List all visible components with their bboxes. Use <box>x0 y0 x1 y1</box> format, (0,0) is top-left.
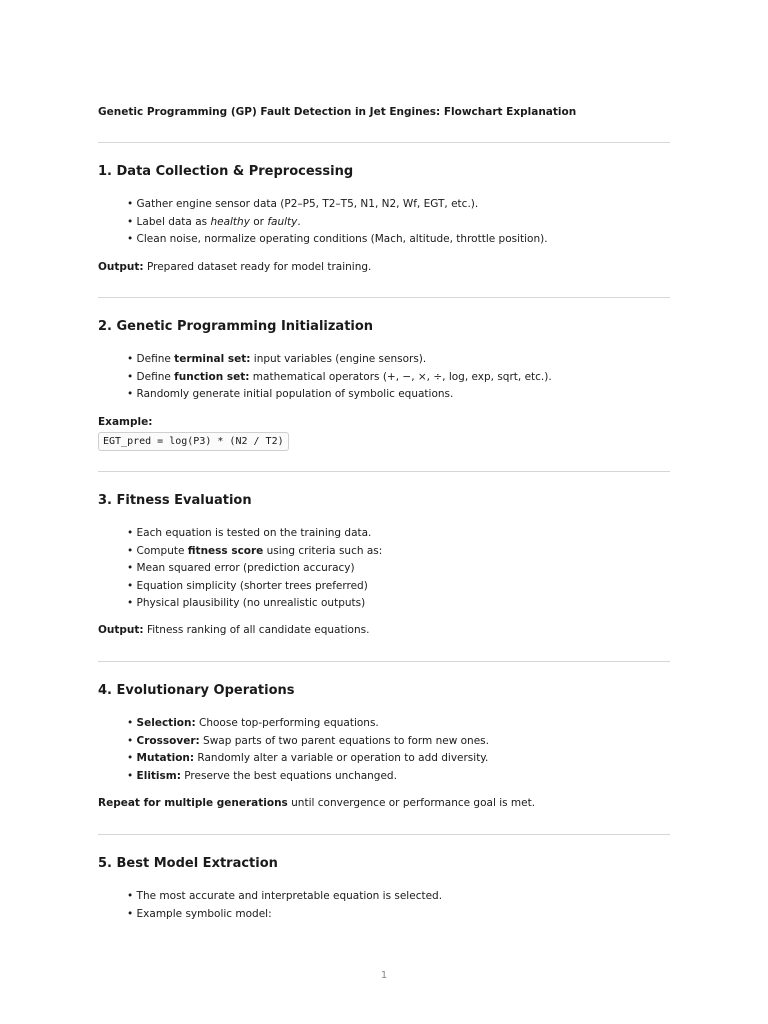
term-fitness-score: fitness score <box>187 544 264 557</box>
list-item <box>127 231 548 249</box>
term-function-set: function set: <box>174 370 250 383</box>
bullet-glyph: • <box>127 233 134 246</box>
list-item <box>127 560 382 578</box>
bullet-glyph: • <box>127 370 134 383</box>
list-item-text: input variables (engine sensors). <box>250 353 427 365</box>
list-item-text: Randomly generate initial population of symbolic equations. <box>136 388 454 401</box>
bullet-glyph: • <box>127 907 134 920</box>
term-selection: Selection: <box>136 717 196 729</box>
list-item-text: Swap parts of two parent equations to form new ones. <box>199 734 489 747</box>
section-heading-best-model-extraction: 5. Best Model Extraction <box>98 856 278 871</box>
list-item-text: Define <box>136 353 175 365</box>
divider <box>98 834 670 835</box>
list-item <box>127 543 382 561</box>
list-item-text: mathematical operators (+, −, ×, ÷, log, exp, sqrt, etc.). <box>249 370 552 383</box>
list-item <box>127 888 442 906</box>
bullet-glyph: • <box>127 579 134 592</box>
output-label: Output: <box>98 624 144 636</box>
repeat-note <box>98 797 535 809</box>
list-item <box>127 768 489 786</box>
bullet-glyph: • <box>127 353 134 365</box>
list-item <box>127 595 382 613</box>
term-elitism: Elitism: <box>136 769 181 782</box>
section-heading-gp-initialization: 2. Genetic Programming Initialization <box>98 319 374 334</box>
list-item-text: Physical plausibility (no unrealistic outputs) <box>136 597 366 610</box>
list-item <box>127 906 442 924</box>
term-mutation: Mutation: <box>136 752 195 765</box>
bullet-glyph: • <box>127 734 134 747</box>
bullet-glyph: • <box>127 215 134 228</box>
list-item <box>127 196 548 214</box>
bullet-glyph: • <box>127 198 134 210</box>
page-number: 1 <box>380 970 388 981</box>
list-item-text: Gather engine sensor data (P2–P5, T2–T5, N1, N2, Wf, EGT, etc.). <box>136 198 479 210</box>
list-item-text: Preserve the best equations unchanged. <box>180 769 397 782</box>
list-item-text: or <box>249 215 268 228</box>
list-item <box>127 369 552 387</box>
list-item-text: using criteria such as: <box>263 544 383 557</box>
list-item <box>127 214 548 232</box>
document-title: Genetic Programming (GP) Fault Detection in Jet Engines: Flowchart Explanation <box>98 106 577 118</box>
section-heading-data-collection: 1. Data Collection & Preprocessing <box>98 164 354 179</box>
divider <box>98 142 670 143</box>
list-item-text: Label data as <box>136 215 211 228</box>
output-note <box>98 624 369 636</box>
list-item <box>127 750 489 768</box>
bullet-list-fitness-evaluation <box>127 525 382 613</box>
bullet-list-data-collection <box>127 196 548 249</box>
output-label: Output: <box>98 261 144 273</box>
list-item-text: Mean squared error (prediction accuracy) <box>136 562 355 575</box>
term-crossover: Crossover: <box>136 734 200 747</box>
list-item-text: Choose top-performing equations. <box>195 717 379 729</box>
list-item-text: . <box>297 215 301 228</box>
bullet-glyph: • <box>127 769 134 782</box>
emphasis-healthy: healthy <box>210 215 250 228</box>
example-code-block: EGT_pred = log(P3) * (N2 / T2) <box>98 432 289 451</box>
bullet-list-best-model-extraction <box>127 888 442 923</box>
bullet-list-evolutionary-operations <box>127 715 489 785</box>
bullet-list-gp-initialization <box>127 351 552 404</box>
bullet-glyph: • <box>127 890 134 902</box>
bullet-glyph: • <box>127 527 134 539</box>
repeat-text: until convergence or performance goal is met. <box>287 797 536 809</box>
list-item-text: Compute <box>136 544 188 557</box>
bullet-glyph: • <box>127 388 134 401</box>
output-text: Fitness ranking of all candidate equations. <box>143 624 370 636</box>
emphasis-faulty: faulty <box>267 215 298 228</box>
bullet-glyph: • <box>127 752 134 765</box>
section-heading-fitness-evaluation: 3. Fitness Evaluation <box>98 493 252 508</box>
list-item <box>127 733 489 751</box>
bullet-glyph: • <box>127 717 134 729</box>
list-item-text: Example symbolic model: <box>136 907 272 920</box>
list-item <box>127 351 552 369</box>
example-label: Example: <box>98 416 153 428</box>
list-item-text: Equation simplicity (shorter trees preferred) <box>136 579 368 592</box>
list-item-text: Clean noise, normalize operating conditions (Mach, altitude, throttle position). <box>136 233 548 246</box>
list-item <box>127 715 489 733</box>
divider <box>98 661 670 662</box>
list-item-text: Each equation is tested on the training data. <box>136 527 372 539</box>
list-item-text: Define <box>136 370 175 383</box>
bullet-glyph: • <box>127 597 134 610</box>
output-text: Prepared dataset ready for model training. <box>143 261 372 273</box>
divider <box>98 471 670 472</box>
list-item <box>127 525 382 543</box>
list-item <box>127 578 382 596</box>
bullet-glyph: • <box>127 544 134 557</box>
term-terminal-set: terminal set: <box>174 353 251 365</box>
output-note <box>98 261 371 273</box>
repeat-label: Repeat for multiple generations <box>98 797 288 809</box>
list-item <box>127 386 552 404</box>
section-heading-evolutionary-operations: 4. Evolutionary Operations <box>98 683 295 698</box>
list-item-text: Randomly alter a variable or operation to add diversity. <box>194 752 489 765</box>
divider <box>98 297 670 298</box>
bullet-glyph: • <box>127 562 134 575</box>
list-item-text: The most accurate and interpretable equation is selected. <box>136 890 443 902</box>
